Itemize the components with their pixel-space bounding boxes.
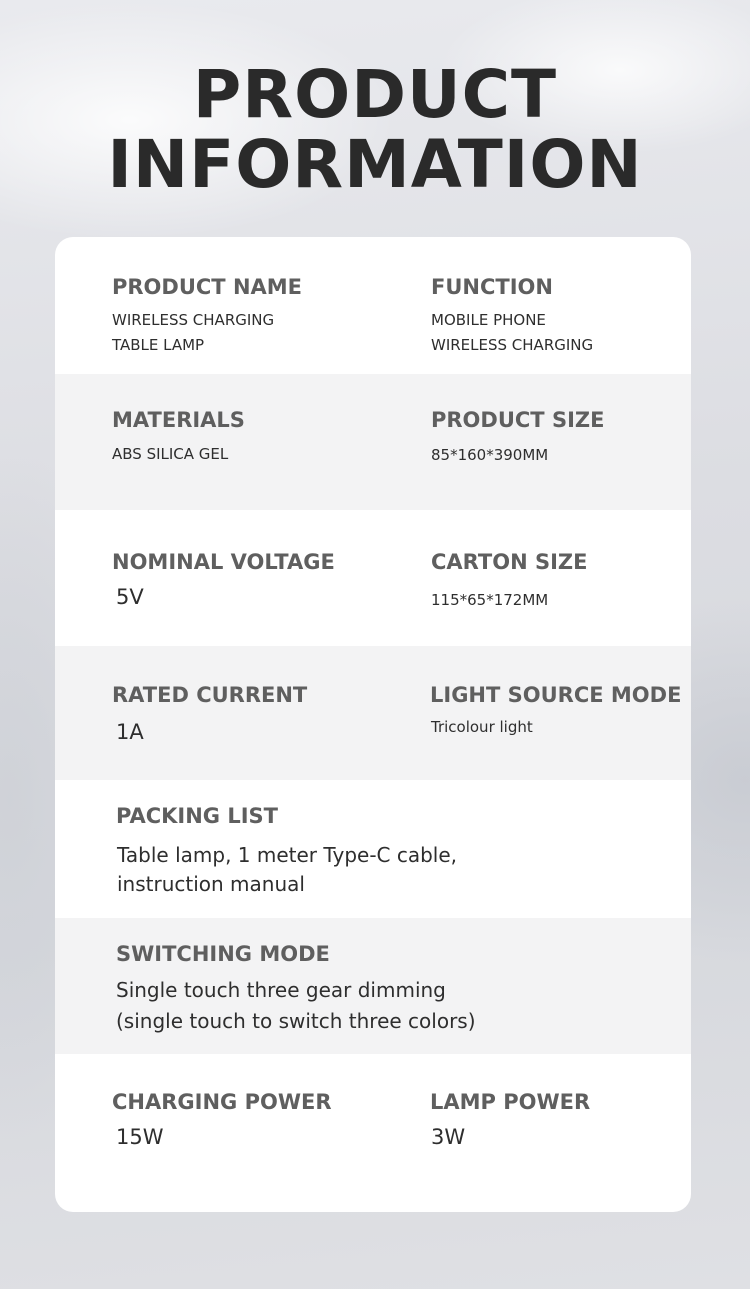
row-current-light — [55, 646, 691, 780]
nominal-voltage-value: 5V — [116, 585, 144, 609]
product-name-value-1: WIRELESS CHARGING — [112, 311, 275, 329]
row-packing-list — [55, 780, 691, 918]
product-size-label: PRODUCT SIZE — [431, 408, 605, 432]
lamp-power-label: LAMP POWER — [430, 1090, 591, 1114]
packing-list-label: PACKING LIST — [116, 804, 278, 828]
row-materials-size — [55, 374, 691, 510]
function-label: FUNCTION — [431, 275, 553, 299]
rated-current-value: 1A — [116, 720, 144, 744]
packing-list-value-2: instruction manual — [117, 872, 305, 896]
row-name-function — [55, 237, 691, 374]
carton-size-value: 115*65*172MM — [431, 591, 549, 609]
rated-current-label: RATED CURRENT — [112, 683, 308, 707]
light-source-mode-value: Tricolour light — [431, 718, 533, 736]
charging-power-value: 15W — [116, 1125, 164, 1149]
row-power — [55, 1054, 691, 1212]
switching-mode-value-2: (single touch to switch three colors) — [116, 1009, 476, 1033]
switching-mode-label: SWITCHING MODE — [116, 942, 330, 966]
carton-size-label: CARTON SIZE — [431, 550, 588, 574]
nominal-voltage-label: NOMINAL VOLTAGE — [112, 550, 335, 574]
materials-label: MATERIALS — [112, 408, 245, 432]
info-card — [55, 237, 691, 1212]
light-source-mode-label: LIGHT SOURCE MODE — [430, 683, 682, 707]
charging-power-label: CHARGING POWER — [112, 1090, 332, 1114]
title-line-1: PRODUCT — [192, 56, 558, 133]
lamp-power-value: 3W — [431, 1125, 466, 1149]
packing-list-value-1: Table lamp, 1 meter Type-C cable, — [117, 843, 458, 867]
row-voltage-carton — [55, 510, 691, 646]
materials-value: ABS SILICA GEL — [112, 445, 229, 463]
function-value-2: WIRELESS CHARGING — [431, 336, 594, 354]
row-switching-mode — [55, 918, 691, 1054]
function-value-1: MOBILE PHONE — [431, 311, 546, 329]
product-name-value-2: TABLE LAMP — [112, 336, 205, 354]
product-size-value: 85*160*390MM — [431, 446, 549, 464]
switching-mode-value-1: Single touch three gear dimming — [116, 978, 446, 1002]
title-line-2: INFORMATION — [107, 126, 643, 203]
product-name-label: PRODUCT NAME — [112, 275, 303, 299]
